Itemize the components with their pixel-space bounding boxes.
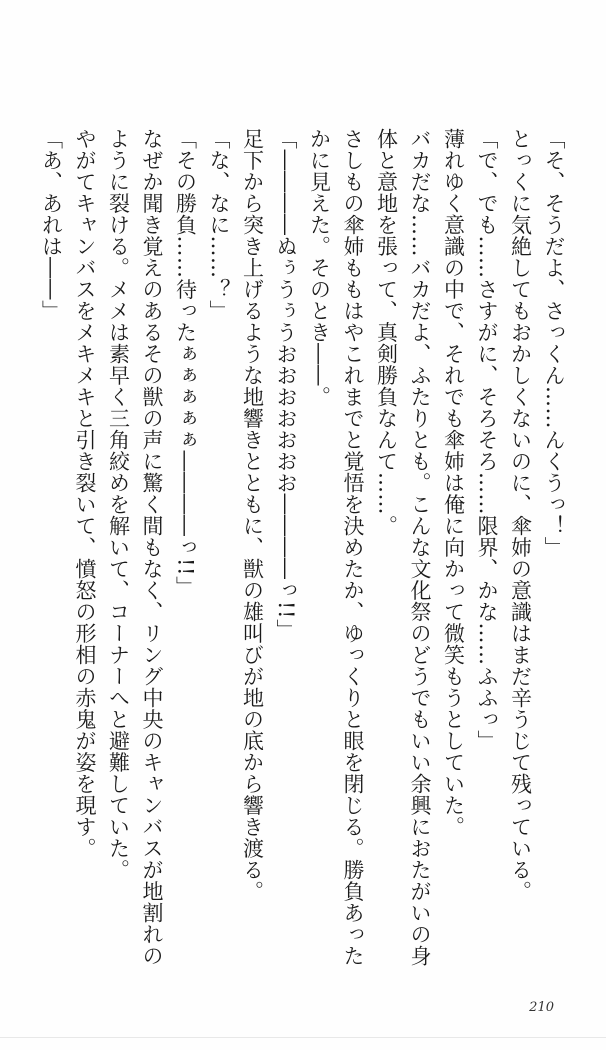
text-line: とっくに気絶してもおかしくないのに、傘姉の意識はまだ辛うじて残っている。 <box>508 128 533 902</box>
page-number: 210 <box>529 1000 554 1015</box>
text-line: 「な、なに……？」 <box>207 128 231 322</box>
text-line: さしもの傘姉ももはやこれまでと覚悟を決めたか、ゆっくりと眼を閉じる。勝負あった <box>341 128 365 967</box>
text-line: 「そ、そうだよ、さっくん……んくうっ！」 <box>542 128 566 558</box>
text-line: 「あ、あれは――」 <box>39 128 64 322</box>
text-line: 「その勝負……待ったぁぁぁぁぁ――――っ!!」 <box>173 128 198 598</box>
text-line: なぜか聞き覚えのあるその獣の声に驚く間もなく、リング中央のキャンバスが地割れの <box>140 128 164 967</box>
text-line: 足下から突き上げるような地響きとともに、獣の雄叫びが地の底から響き渡る。 <box>240 128 265 902</box>
text-line: かに見えた。そのとき――。 <box>307 128 332 408</box>
text-line: 薄れゆく意識の中で、それでも傘姉は俺に向かって微笑もうとしていた。 <box>441 128 466 838</box>
text-line: バカだな……バカだよ、ふたりとも。こんな文化祭のどうでもいい余興におたがいの身 <box>408 128 432 967</box>
text-line: やがてキャンバスをメキメキと引き裂いて、憤怒の形相の赤鬼が姿を現す。 <box>73 128 97 859</box>
text-line: 「――――ぬぅうぅうおおおおおおお――――っ!!」 <box>274 128 298 641</box>
vertical-text-block <box>34 128 570 988</box>
text-line: 「で、でも……さすがに、そろそろ……限界、かな……ふふっ」 <box>475 128 499 752</box>
text-line: 体と意地を張って、真剣勝負なんて……。 <box>374 128 399 537</box>
text-line: ように裂ける。メメは素早く三角絞めを解いて、コーナーへと避難していた。 <box>106 128 131 881</box>
page-edge-divider <box>0 1037 606 1038</box>
